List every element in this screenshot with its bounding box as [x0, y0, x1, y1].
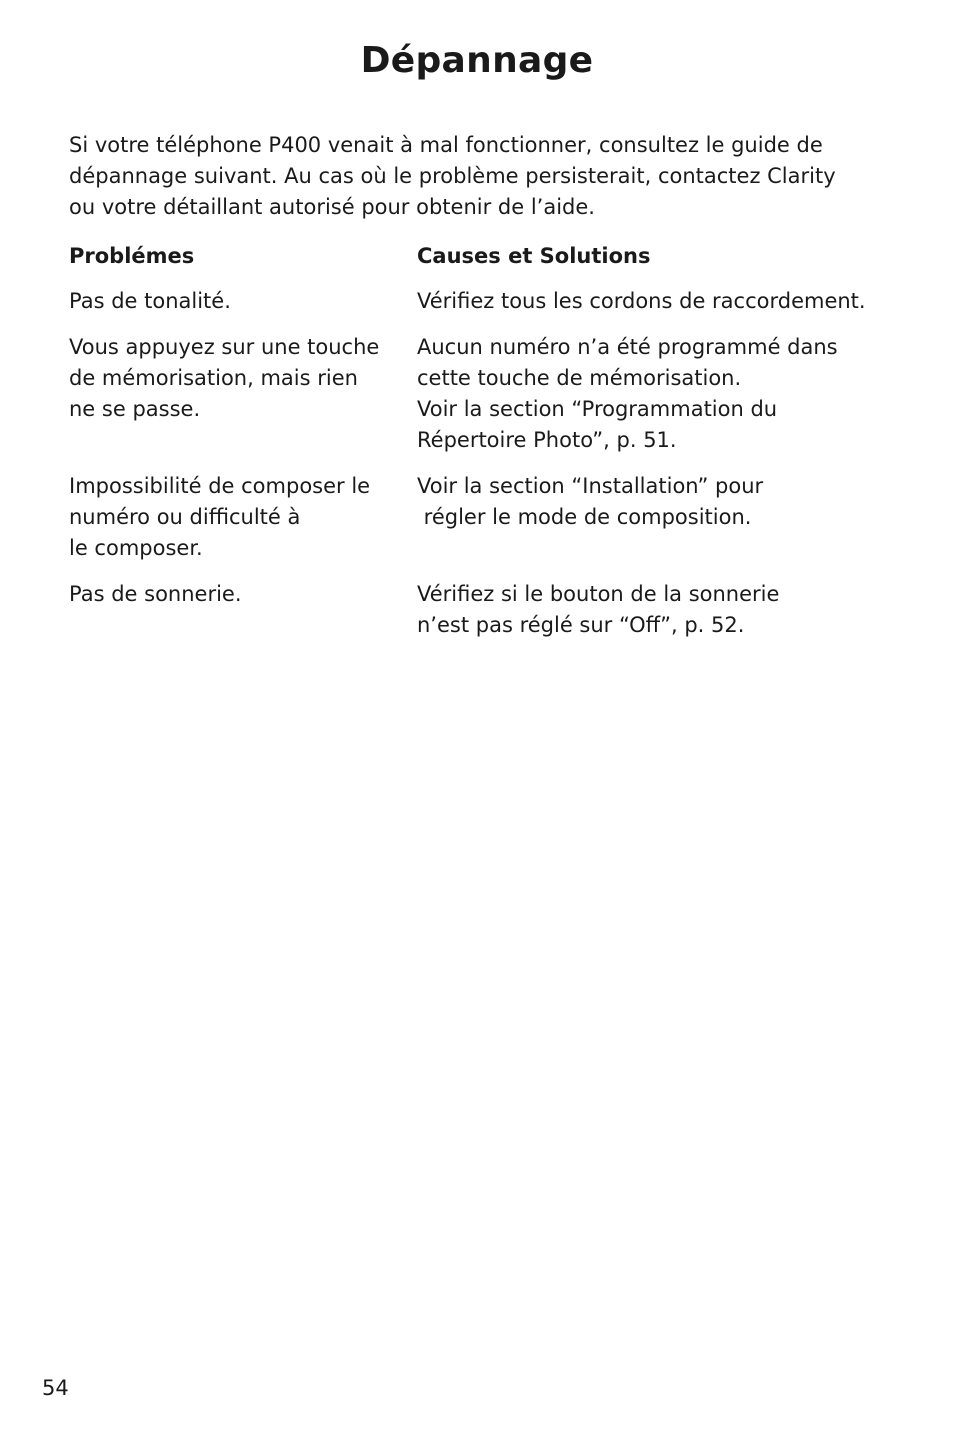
problem-line: de mémorisation, mais rien — [69, 366, 358, 390]
intro-line: Si votre téléphone P400 venait à mal fonctionner, consultez le guide de — [69, 133, 823, 157]
solution-cell — [417, 286, 929, 317]
problem-line: numéro ou difficulté à — [69, 505, 301, 529]
solution-line: Vérifiez si le bouton de la sonnerie — [417, 582, 780, 606]
problem-line: Impossibilité de composer le — [69, 474, 371, 498]
solution-line: Vérifiez tous les cordons de raccordement. — [417, 289, 866, 313]
solution-cell — [417, 332, 929, 456]
header-solutions: Causes et Solutions — [417, 244, 651, 268]
header-problems: Problémes — [69, 244, 195, 268]
solution-line: Aucun numéro n’a été programmé dans — [417, 335, 838, 359]
problem-line: Pas de sonnerie. — [69, 582, 242, 606]
solution-cell — [417, 579, 929, 641]
intro-line: ou votre détaillant autorisé pour obtenir de l’aide. — [69, 195, 595, 219]
table-row — [69, 579, 929, 641]
problem-cell — [69, 286, 417, 317]
table-row — [69, 471, 929, 564]
problem-cell — [69, 332, 417, 456]
solution-line: Répertoire Photo”, p. 51. — [417, 428, 677, 452]
page-title: Dépannage — [360, 40, 594, 81]
solution-line: Voir la section “Installation” pour — [417, 474, 764, 498]
problem-line: Vous appuyez sur une touche — [69, 335, 380, 359]
solution-line: n’est pas réglé sur “Off”, p. 52. — [417, 613, 745, 637]
problem-cell — [69, 579, 417, 641]
table-row — [69, 286, 929, 317]
page-number: 54 — [42, 1376, 69, 1400]
troubleshooting-table — [69, 241, 929, 641]
solution-line: cette touche de mémorisation. — [417, 366, 742, 390]
problem-line: le composer. — [69, 536, 203, 560]
problem-cell — [69, 471, 417, 564]
problem-line: ne se passe. — [69, 397, 201, 421]
problem-line: Pas de tonalité. — [69, 289, 231, 313]
intro-paragraph — [69, 130, 869, 223]
solution-cell — [417, 471, 929, 564]
solution-line: Voir la section “Programmation du — [417, 397, 778, 421]
table-row — [69, 332, 929, 456]
solution-line: régler le mode de composition. — [417, 505, 752, 529]
table-header-row — [69, 241, 929, 272]
intro-line: dépannage suivant. Au cas où le problème persisterait, contactez Clarity — [69, 164, 836, 188]
